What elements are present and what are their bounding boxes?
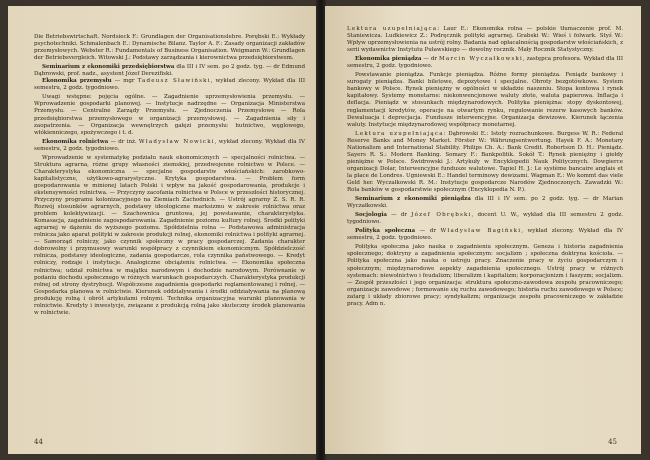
paragraph — [34, 78, 305, 92]
left-page-text — [34, 34, 305, 317]
person-name: Władysław Nowicki — [138, 138, 215, 145]
person-name: Józef Obrębski — [411, 212, 472, 219]
paragraph-text: , zastępca profesora. Wykład dla III semestru, 2 godz. tygodniowo. — [347, 56, 624, 70]
paragraph — [34, 64, 305, 78]
paragraph — [347, 196, 623, 210]
person-name: Tadeusz Sławiński — [137, 78, 211, 85]
left-page-number: 44 — [34, 438, 43, 446]
section-heading: Socjologia — [355, 212, 387, 219]
right-page-text — [347, 26, 623, 308]
person-name: Lektura uzupełniająca — [347, 26, 438, 32]
paragraph-text: , wykład zlecony. Wykład dla IV semestru, 2 godz. tygodniowo. — [347, 228, 624, 242]
paragraph-text: dla III i IV sem. po 2 godz. tyg. — dr Marian Wyczałkowski. — [347, 196, 623, 210]
paragraph — [347, 131, 623, 194]
paragraph-text: , docent U. W., wykład dla III semestru 2 godz. tygodniowo. — [347, 212, 624, 226]
right-page-number: 45 — [608, 438, 617, 446]
paragraph — [34, 139, 305, 153]
person-name: Marcin Wyczałkowski — [438, 56, 524, 63]
paragraph-text: — dr inż. — [108, 138, 139, 145]
paragraph — [347, 228, 623, 242]
section-heading: Seminarium z ekonomiki pieniądza — [355, 196, 471, 203]
paragraph-text: , wykład zlecony. Wykład dla IV semestru, 2 godz. tygodniowo. — [34, 138, 305, 152]
paragraph — [347, 244, 623, 307]
paragraph — [347, 72, 623, 128]
paragraph-text: dla III i IV sem. po 2 godz. tyg. — dr Edmund Dąbrowski, prof. nadz., asystent Józef Derezifiski. — [34, 64, 305, 78]
paragraph-text: : Dąbrowski E.: Istoty rozrachunkowe. Burgess W. R.: Federal Reserve Banks and Money Market. Förster W.: Währungsentwertung. Hayek F. A.: Monetary Nationalism and International Stability. Philips Ch. A.: Bank Credit. Robertson D. H.: Pieniądz. Sayers R. S.: Modern Banking. Somary F.: Bankpolitik. Sokół T.: Rynek pieniężny i giełdy pieniężne w Polsce. Świdrowski J.: Artykuły w Encyklopedii Nauk Politycznych. Dowgierce organizacji Dolar, Interwencyjne fundusze walutowe. Tapiel H. J.: Le système bancaire anglais et la place de Londres. Ugniewski E.: Handel terminowy dewizami. Wagman E.: Wo kommt das viele Geld her. Wyczałkowski R. M.: Instytucje gospodarcze Narodów Zjednoczonych. Zawadzki W.: Rola banków w gospodarstwie społecznym (Encyklopedia N. P.). — [347, 130, 623, 194]
paragraph-text: : Laur E.: Ekonomika rolna — polskie tłumaczenie prof. M. Staniewicza. Ludkiewicz Z.: Podręcznik polityki agrarnej. Grabski W.: Wieś i folwark. Styś W.: Wpływ uprzemysłowienia na ustrój rolny. Badania nad opłacalnością gospodarstw włościańskich, z serii wydawnictw Instytutu Puławskiego — dowolny rocznik. Mały Rocznik Statystyczny. — [347, 26, 623, 54]
paragraph-text: Polityka społeczna jako nauka o zagadnieniu społecznym. Geneza i historia zagadnienia społecznego; doktryny a zagadnienia społecznym: socjalizm ; społeczna doktryna kościoła. — Polityka społeczna jako nauka o ustroju pracy. Znaczenie pracy w życiu gospodarczym i społecznym; międzynarodowe aspekty zagadnienia społecznego. Ustrój pracy w różnych systemach: niewolnictwo i feudalizm; liberalizm i kapitalizm; korporacjonizm i faszyzm; socjalizm. — Zespół przeszłości i jego organizacja: struktura społeczno-zawodowa zespołu pracowniczego; organizacje zawodowe ; formowanie się ruchu zawodowego; historia ruchu zawodowego w Polsce; zatarg i układy zbiorowe pracy; syndykalizm; organizacje zespołu pracowniczego w zakładzie pracy. Adm n. — [347, 244, 623, 307]
paragraph-text: — dr — [415, 228, 441, 235]
paragraph — [347, 56, 623, 70]
paragraph-text: — dr — [421, 56, 439, 63]
paragraph — [34, 94, 305, 136]
paragraph — [347, 212, 623, 226]
section-heading: Seminarium z ekonomiki przedsiębiorstwa — [42, 64, 175, 71]
right-page — [325, 6, 641, 454]
paragraph-text: Powstawanie pieniądza. Funkcje pieniądza. Różne formy pieniądza. Feniądz bankowy i surogaty pieniądza. Banki biletowe, depozytowe i specjalne. Obroty bezgotówkowe. System bankowy w Polsce. Rynek pieniężny w ogólności w układzie naszeniu. Stopa kontowa i rynek kapitałowy. Systemy monetarne: niekonwencjonowe waluty złote, waluta papierowa. Inflacja i deflacja. Pieniądz w stosunkach międzynarodowych. Polityka pieniężna: stopy dyskontowej, reglamentacji kredytów, operacje na otwartym rynku, regulowanie rezerw kasowych banków. Dewaluacja i deprecjacja. Fundusze interwencyjne. Organizacja dewizowe. Kierunek łączenia waluty. Instytucje międzynarodowej współpracy monetarnej. — [347, 72, 623, 128]
paragraph — [347, 26, 623, 54]
paragraph-text: Uwagi wstępne: pojęcia ogólne. — Zagadnienie uprzemysłowienia przemysłu. — Wprowadzenie gospodarki planowej. — Instytucje nadrzędne — Organizacja Ministerstwa Przemysłu. — Centralne Zarządy Przemysłu. — Zjednoczenia Przemysłowe — Rola przedsiębiorstwa przemysłowego w organizacji przemysłowej. — Zagadnienia siły i zaopatrzenia. — Organizacja wewnętrzych gałęzi przemysłu: hutnictwo, węglowego, włókienniczego, spożywczego i t. d. — [34, 94, 305, 136]
section-heading: Ekonomika przemysłu — [42, 78, 112, 85]
paragraph — [34, 34, 305, 62]
paragraph-text: Wprowadzenie w systematykę podziału nauk ekonomicznych — specjalności rolnictwa. — Struktura agrarna, różne grupy własności ziemskiej, przedwojenne rolnictwo w Polsce. — Charakterystyka ekonomiczna — specjalne gospodarstw włościańskich: zarobkowo-kapitalistyczne, użytkowo-agrarystyczne. Krytyka gospodarstwa. — Problem form gospodarowania w minionej latach Polski i wpływ na jakość gospodarowania, produkcje i ekstensywności rolnictwa. — Przyczyny zacofania rolnictwa w Polsce w przeszłości historycznej. Przyczyny programu kolonizacyjnego na Ziemiach Zachodnich. — Ustrój agrarny Z. S. R. R. Rozwój stosunków agrarnych, podstawy ideologiczne marksizmu w zakresie rolnictwa oraz problem kolektywizacji. — Szachownica gruntowa, jej powstawanie, charakterystyka. Komasacja, zagadnienie zagospodarowania. Zagadnienie poziomu kultury rolnej. Środki polityki agrarnej w dążeniu do wyższego poziomu. Spółdzielnia rolna — Podstawowa administracja rolnicza jako aparat polityki w zakresie produkcji rolnej, ekonomiki rolnictwa i polityki agrarnej. — Samorząd rolniczy, jako czynnik społeczny w pracy gospodarczej. Zadania charakter dobrowolny i przymusowy warunki współpracy z czynnikiem ekonomicznym. Spółdzielczość rolnicza, podstawy ideologiczne, zadania gospodarcze, rola czynnika państwowego. — Kredyt rolniczy, rodzaje i instytucje. Analogiczne obciążeniu rolnictwa. — Ekonomika społeczna rolnictwa; udział rolnictwa w majątku narodowym i dochodzie narodowym. Porównanie w podaniu dochodu społecznego w różnych warunkach gospodarczych. Charakterystyka produkcji rolnej od strony dystrybucji. Współczesne zagadnienia gospodarki reglamentowanej i rolnej. — Gospodarka planowa w rolnictwie. Kierunek oddziaływania i środki oddziaływania na planową produkcję rolną i obrót artykułami rolnymi. Technika organizacyjna warunki planowania w rolnictwie. Kredyty i inwestycje, związane z produkcją rolną jako skuteczny środek planowania w rolnictwie. — [34, 154, 305, 316]
paragraph-text: Die Betriebswirtschaft. Nordsieck F.: Grundlagen der Organisationslehre. Porębski E.: Wykłady psychotechniki. Schmalenbach E.: Dynamische Bilanz. Taylor A. F.: Zasady organizacji zakładów przemysłowych. Webster R.: Fundamentals of Business Organisation. Weigmann W.: Grundlagen der Betriebsvergleich. Witowski J.: Podstawy zarządzania i kierownictwa przedsiębiorstwem. — [34, 34, 305, 62]
paragraph-text: — mgr — [111, 78, 138, 85]
paragraph-text: — dr — [386, 212, 412, 219]
left-page — [8, 6, 317, 454]
section-heading: Ekonomika rolnictwa — [42, 138, 109, 145]
section-heading: Polityka społeczna — [355, 228, 416, 235]
paragraph — [34, 155, 305, 317]
person-name: Lektura uzupełniająca — [355, 130, 444, 137]
paragraph-text: , wykład zlecony. Wykład dla III semestru, 2 godz. tygodniowo. — [34, 78, 305, 92]
section-heading: Ekonomika pieniądza — [355, 56, 422, 63]
person-name: Władysław Bagiński — [440, 228, 522, 235]
